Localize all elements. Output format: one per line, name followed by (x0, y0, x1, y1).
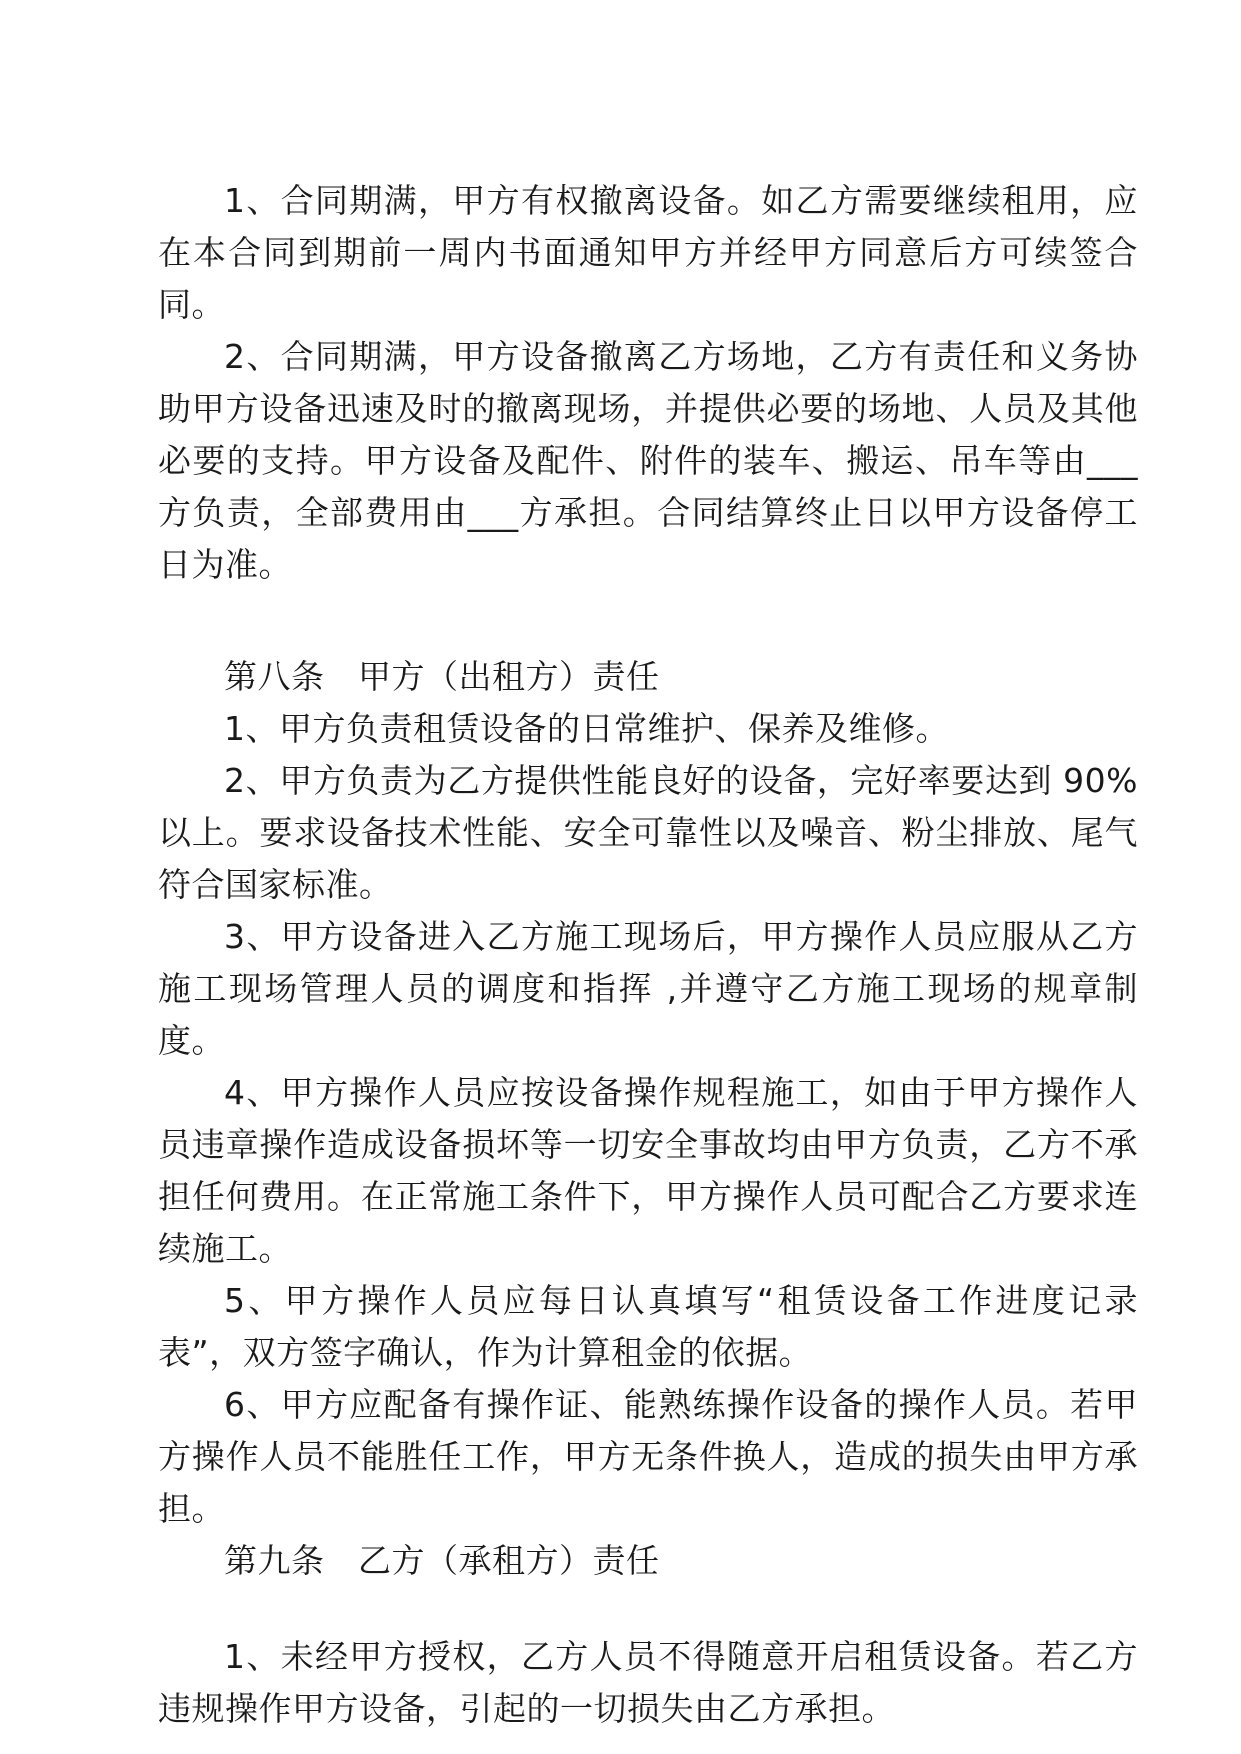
clause-paragraph: 4、甲方操作人员应按设备操作规程施工，如由于甲方操作人员违章操作造成设备损坏等一切安全事故均由甲方负责，乙方不承担任何费用。在正常施工条件下，甲方操作人员可配合乙方要求连续施工。 (158, 1073, 1138, 1268)
clause-paragraph: 5、甲方操作人员应每日认真填写“租赁设备工作进度记录表”，双方签字确认，作为计算租金的依据。 (158, 1281, 1138, 1372)
clause-paragraph: 1、未经甲方授权，乙方人员不得随意开启租赁设备。若乙方违规操作甲方设备，引起的一切损失由乙方承担。 (158, 1637, 1138, 1728)
article-heading: 第九条 乙方（承租方）责任 (224, 1541, 660, 1580)
clause-paragraph: 1、合同期满，甲方有权撤离设备。如乙方需要继续租用，应在本合同到期前一周内书面通知甲方并经甲方同意后方可续签合同。 (158, 181, 1138, 324)
clause-paragraph: 3、甲方设备进入乙方施工现场后，甲方操作人员应服从乙方施工现场管理人员的调度和指挥 ,并遵守乙方施工现场的规章制度。 (158, 917, 1138, 1060)
spacer (158, 1587, 1138, 1631)
spacer (158, 591, 1138, 651)
clause-paragraph: 2、合同期满，甲方设备撤离乙方场地，乙方有责任和义务协助甲方设备迅速及时的撤离现场，并提供必要的场地、人员及其他必要的支持。甲方设备及配件、附件的装车、搬运、吊车等由___方负责，全部费用由___方承担。合同结算终止日以甲方设备停工日为准。 (158, 337, 1138, 584)
document-page (158, 175, 1138, 1735)
article-heading: 第八条 甲方（出租方）责任 (224, 657, 660, 696)
clause-paragraph: 1、甲方负责租赁设备的日常维护、保养及维修。 (224, 709, 949, 748)
clause-paragraph: 6、甲方应配备有操作证、能熟练操作设备的操作人员。若甲方操作人员不能胜任工作，甲方无条件换人，造成的损失由甲方承担。 (158, 1385, 1138, 1528)
clause-paragraph: 2、甲方负责为乙方提供性能良好的设备，完好率要达到 90%以上。要求设备技术性能、安全可靠性以及噪音、粉尘排放、尾气符合国家标准。 (158, 761, 1138, 904)
